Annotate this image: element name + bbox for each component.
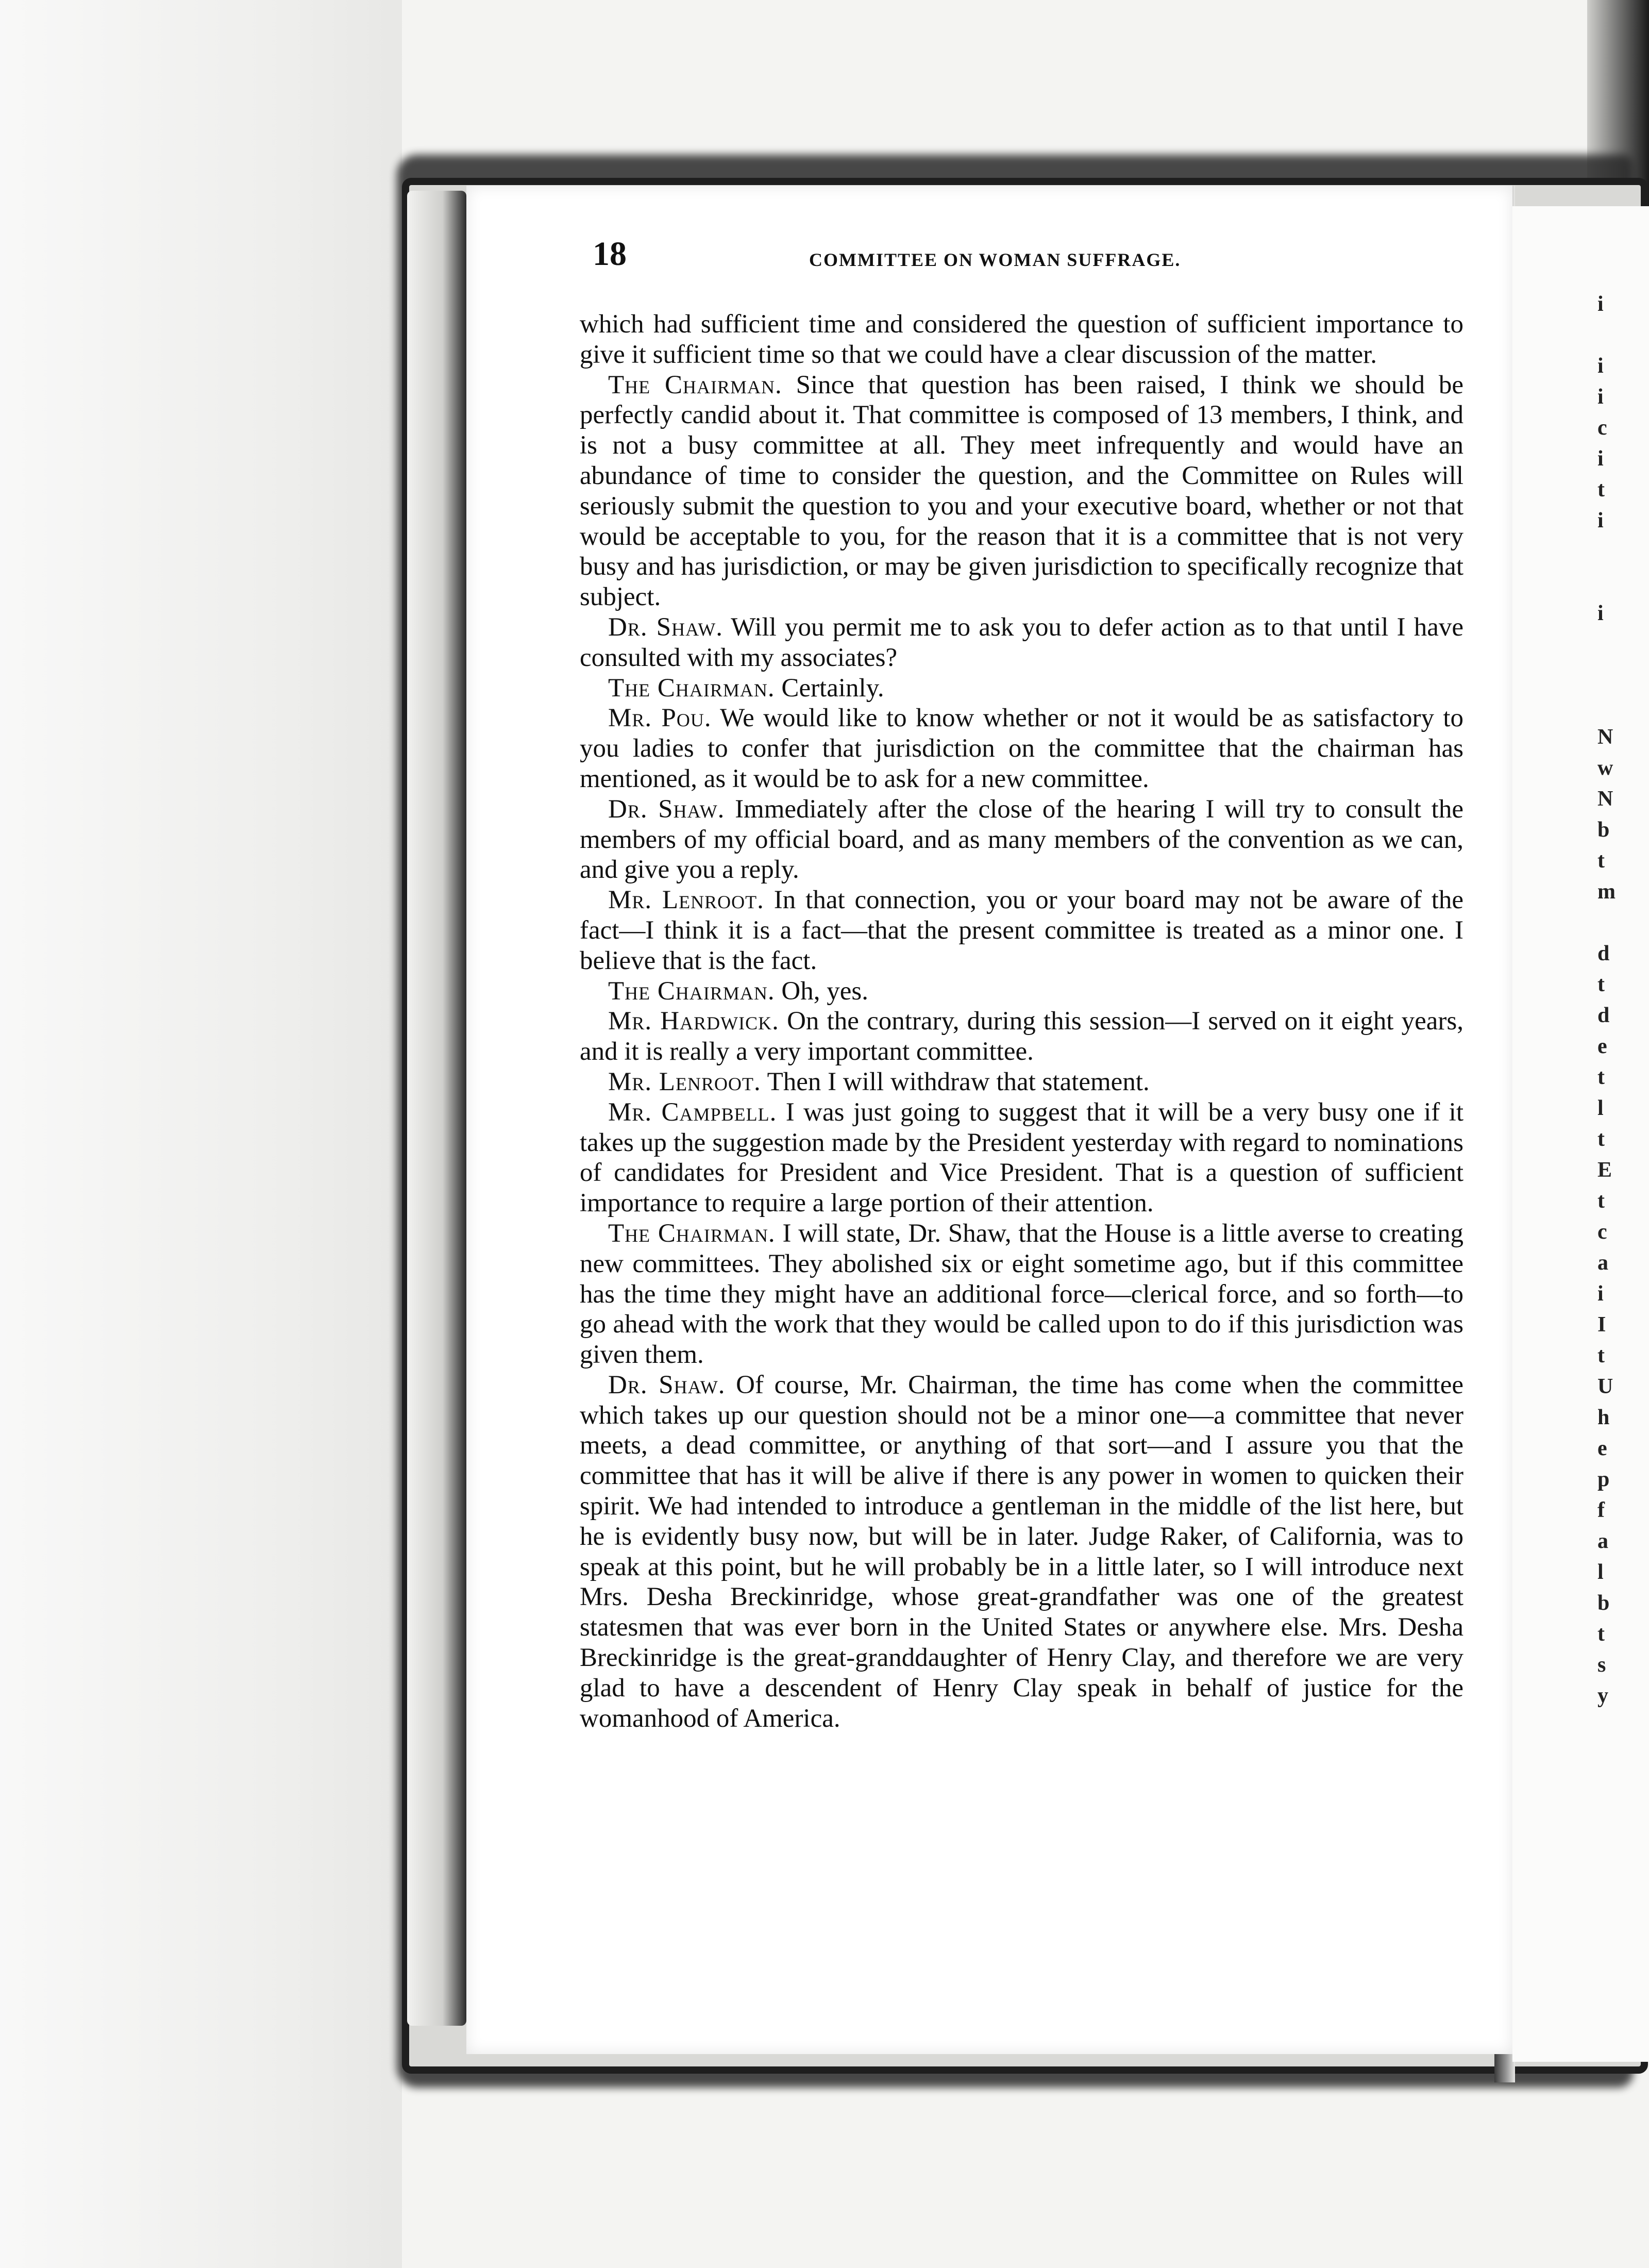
- facing-page-fragment: a: [1597, 1251, 1608, 1275]
- paragraph: [580, 1006, 1463, 1067]
- paragraph-text: I will state, Dr. Shaw, that the House is a little averse to creating new committees. They abolished six or eight sometime ago, but if this committee has the time they might have an additional force—clerical force, and so forth—to go ahead with the work that they would be called upon to do if this jurisdiction was given them.: [580, 1219, 1463, 1370]
- facing-page-fragment: f: [1597, 1498, 1605, 1522]
- paragraph-text: In that connection, you or your board may not be aware of the fact—I think it is a fact—that the present committee is treated as a minor one. I believe that is the fact.: [580, 886, 1464, 975]
- page-number: 18: [593, 235, 627, 273]
- facing-page-fragment: t: [1597, 1622, 1605, 1646]
- facing-page-fragment: [1597, 907, 1649, 938]
- facing-page-fragment: t: [1597, 849, 1605, 873]
- facing-page-fragment: i: [1597, 509, 1604, 532]
- paragraph-text: Immediately after the close of the hearing I will try to consult the members of my official board, and as many members of the convention as we can, and give you a reply.: [580, 794, 1463, 885]
- facing-page-fragment: [1597, 629, 1649, 660]
- facing-page-fragment: i: [1597, 354, 1604, 378]
- speaker-name: Mr. Pou.: [608, 704, 712, 733]
- running-head: COMMITTEE ON WOMAN SUFFRAGE.: [809, 249, 1181, 270]
- paragraph: [580, 1097, 1463, 1219]
- paragraph: [580, 1067, 1463, 1097]
- facing-page-fragment: t: [1597, 1065, 1605, 1089]
- facing-page-fragment: N: [1597, 787, 1613, 811]
- facing-page-fragment: t: [1597, 1344, 1605, 1368]
- speaker-name: Mr. Lenroot.: [608, 1067, 761, 1096]
- facing-page-fragment: U: [1597, 1375, 1613, 1398]
- paragraph: [580, 794, 1463, 885]
- facing-page-fragment: b: [1597, 1591, 1610, 1615]
- facing-page-fragment: i: [1597, 385, 1604, 409]
- paragraph-text: On the contrary, during this session—I served on it eight years, and it is really a very important committee.: [580, 1007, 1463, 1066]
- paragraph-text: Will you permit me to ask you to defer action as to that until I have consulted with my associates?: [580, 612, 1463, 672]
- facing-page-fragment: t: [1597, 1127, 1605, 1151]
- paragraph-text: I was just going to suggest that it will be a very busy one if it takes up the suggestion made by the President yesterday with regard to nominations of candidates for President and Vice President. That is a question of sufficient importance to require a large portion of their attention.: [580, 1097, 1464, 1218]
- facing-page-fragment: E: [1597, 1158, 1612, 1182]
- facing-page-fragment: [1597, 536, 1649, 567]
- speaker-name: Mr. Hardwick.: [608, 1007, 779, 1036]
- paragraph: [580, 1219, 1463, 1370]
- paragraph-text: Oh, yes.: [781, 976, 868, 1006]
- facing-page-fragment: [1597, 567, 1649, 598]
- page-header: [593, 235, 1469, 276]
- facing-page-text-fragments: [1597, 289, 1649, 1711]
- facing-page-fragment: [1597, 660, 1649, 691]
- speaker-name: The Chairman.: [608, 1219, 776, 1248]
- facing-page-fragment: p: [1597, 1467, 1610, 1491]
- speaker-name: Mr. Lenroot.: [608, 886, 764, 915]
- paragraph: [580, 673, 1463, 704]
- speaker-name: Dr. Shaw.: [608, 794, 725, 824]
- speaker-name: Mr. Campbell.: [608, 1097, 777, 1127]
- facing-page-fragment: i: [1597, 1282, 1604, 1306]
- speaker-name: Dr. Shaw.: [608, 1370, 726, 1399]
- facing-page-fragment: y: [1597, 1684, 1608, 1708]
- paragraph: [580, 885, 1463, 976]
- facing-page-fragment: h: [1597, 1406, 1610, 1429]
- facing-page-fragment: s: [1597, 1653, 1606, 1677]
- scan-background: [0, 0, 402, 2268]
- facing-page-fragment: i: [1597, 447, 1604, 471]
- speaker-name: The Chairman.: [608, 673, 775, 703]
- paragraph-text: Then I will withdraw that statement.: [767, 1067, 1150, 1096]
- paragraph: [580, 1370, 1463, 1734]
- speaker-name: Dr. Shaw.: [608, 612, 723, 642]
- book-spine: [407, 191, 466, 2026]
- paragraph: [580, 703, 1463, 794]
- paragraph: [580, 612, 1463, 673]
- facing-page-fragment: t: [1597, 973, 1605, 996]
- paragraph-text: We would like to know whether or not it would be as satisfactory to you ladies to confer that jurisdiction on the committee that the chairman has mentioned, as it would be to ask for a new committee.: [580, 704, 1464, 793]
- facing-page-fragment: d: [1597, 1004, 1610, 1027]
- facing-page-fragment: l: [1597, 1560, 1604, 1584]
- facing-page-fragment: [1597, 320, 1649, 351]
- facing-page-fragment: l: [1597, 1096, 1604, 1120]
- speaker-name: The Chairman.: [608, 976, 775, 1006]
- page-text-body: [580, 309, 1463, 1733]
- paragraph: [580, 370, 1463, 612]
- paragraph: [580, 976, 1463, 1007]
- paragraph-text: Since that question has been raised, I think we should be perfectly candid about it. That committee is composed of 13 members, I think, and is not a busy committee at all. They meet infrequently and would have an abundance of time to consider the question, and the Committee on Rules will seriously submit the question to you and your executive board, whether or not that would be acceptable to you, for the reason that it is a committee that is not very busy and has jurisdiction, or may be given jurisdiction to specifically recognize that subject.: [580, 370, 1463, 612]
- facing-page-fragment: m: [1597, 880, 1616, 904]
- facing-page-fragment: b: [1597, 818, 1610, 842]
- speaker-name: The Chairman.: [608, 370, 782, 399]
- facing-page-fragment: a: [1597, 1529, 1608, 1553]
- facing-page-fragment: e: [1597, 1035, 1607, 1058]
- paragraph-text: Of course, Mr. Chairman, the time has come when the committee which takes up our question should not be a minor one—a committee that never meets, a dead committee, or anything of that sort—and I assure you that the committee that has it will be alive if there is any power in women to quicken their spirit. We had intended to introduce a gentleman in the middle of the list here, but he is evidently busy now, but will be in later. Judge Raker, of California, was to speak at this point, but he will probably be in a little later, so I will introduce next Mrs. Desha Breckinridge, whose great-grandfather was one of the greatest statesmen that was ever born in the United States or anywhere else. Mrs. Desha Breckinridge is the great-granddaughter of Henry Clay, and therefore we are very glad to have a descendent of Henry Clay speak in behalf of justice for the womanhood of America.: [580, 1370, 1463, 1733]
- facing-page-fragment: t: [1597, 1189, 1605, 1213]
- facing-page-fragment: t: [1597, 478, 1605, 502]
- facing-page-fragment: e: [1597, 1437, 1607, 1460]
- paragraph-text: Certainly.: [781, 673, 884, 703]
- facing-page-fragment: i: [1597, 292, 1604, 316]
- facing-page-fragment: w: [1597, 756, 1613, 780]
- facing-page-fragment: N: [1597, 725, 1613, 749]
- facing-page-fragment: c: [1597, 1220, 1607, 1244]
- facing-page-fragment: i: [1597, 602, 1604, 625]
- facing-page-fragment: c: [1597, 416, 1607, 440]
- paragraph-text: which had sufficient time and considered the question of sufficient importance to give it sufficient time so that we could have a clear discussion of the matter.: [580, 310, 1463, 369]
- facing-page-fragment: [1597, 691, 1649, 722]
- facing-page-fragment: d: [1597, 942, 1610, 965]
- paragraph: [580, 309, 1463, 370]
- facing-page-fragment: I: [1597, 1313, 1606, 1337]
